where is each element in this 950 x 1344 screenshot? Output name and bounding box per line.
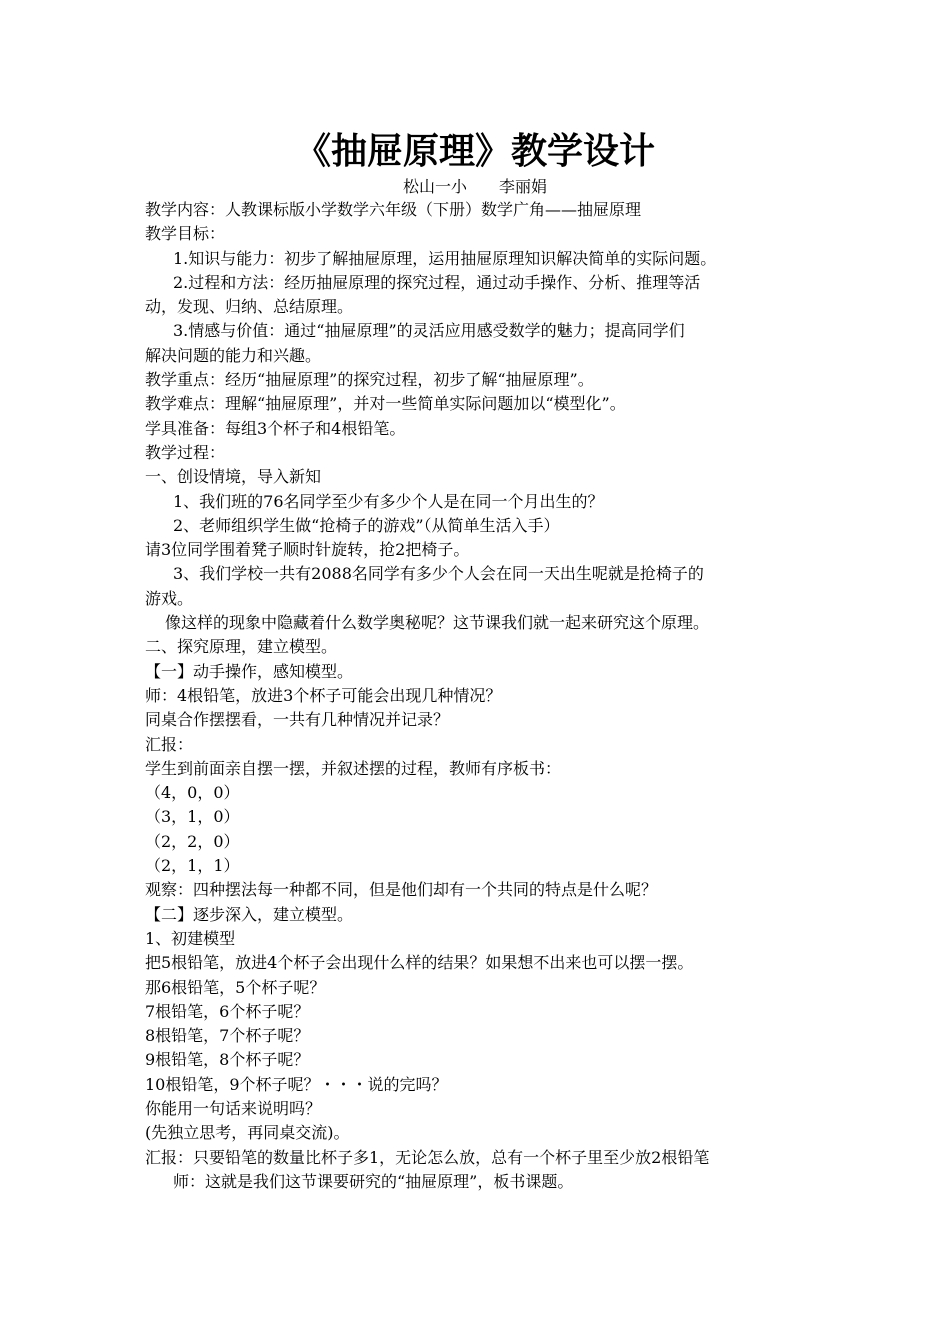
- report-label: 汇报：: [145, 734, 194, 754]
- goal-2: 2.过程和方法：经历抽屉原理的探究过程，通过动手操作、分析、推理等活: [173, 272, 701, 292]
- summary-question: 你能用一句话来说明吗？: [145, 1098, 322, 1118]
- intro-item-3-cont: 游戏。: [145, 588, 194, 608]
- teacher-question: 师：4根铅笔，放进3个杯子可能会出现几种情况？: [145, 685, 502, 705]
- author-line: 松山一小 李丽娟: [402, 177, 547, 196]
- pair-work: 同桌合作摆摆看，一共有几种情况并记录？: [145, 710, 450, 730]
- model-q-6: 10根铅笔，9个杯子呢？・・・说的完吗？: [145, 1074, 448, 1094]
- model-q-3: 7根铅笔，6个杯子呢？: [145, 1001, 310, 1021]
- case-1: （4，0，0）: [145, 783, 240, 803]
- section-2-heading: 二、探究原理，建立模型。: [145, 637, 338, 657]
- goal-3: 3.情感与价值：通过“抽屉原理”的灵活应用感受数学的魅力；提高同学们: [173, 321, 685, 341]
- step-1-heading: 【一】动手操作，感知模型。: [145, 661, 354, 681]
- document-body: [145, 198, 813, 1194]
- intro-item-1: 1、我们班的76名同学至少有多少个人是在同一个月出生的？: [173, 491, 604, 511]
- intro-item-3: 3、我们学校一共有2088名同学有多少个人会在同一天出生呢就是抢椅子的: [173, 564, 704, 584]
- goal-1: 1.知识与能力：初步了解抽屉原理，运用抽屉原理知识解决简单的实际问题。: [173, 248, 717, 268]
- step-2-heading: 【二】逐步深入，建立模型。: [145, 904, 354, 924]
- goal-2-cont: 动，发现、归纳、总结原理。: [145, 297, 354, 317]
- intro-item-2-cont: 请3位同学围着凳子顺时针旋转，抢2把椅子。: [145, 540, 470, 560]
- teacher-conclusion: 师：这就是我们这节课要研究的“抽屉原理”，板书课题。: [173, 1171, 574, 1191]
- document-title: 《抽屉原理》教学设计: [294, 131, 655, 172]
- discussion-note: (先独立思考，再同桌交流)。: [145, 1123, 350, 1143]
- case-4: （2，1，1）: [145, 856, 240, 876]
- key-point: 教学重点：经历“抽屉原理”的探究过程，初步了解“抽屉原理”。: [145, 370, 594, 390]
- intro-question: 像这样的现象中隐藏着什么数学奥秘呢？这节课我们就一起来研究这个原理。: [165, 613, 710, 633]
- goal-3-cont: 解决问题的能力和兴趣。: [145, 345, 322, 365]
- materials: 学具准备：每组3个杯子和4根铅笔。: [145, 418, 406, 438]
- teaching-content: 教学内容：人教课标版小学数学六年级（下册）数学广角——抽屉原理: [145, 200, 642, 219]
- model-q-5: 9根铅笔，8个杯子呢？: [145, 1050, 310, 1070]
- observation: 观察：四种摆法每一种都不同，但是他们却有一个共同的特点是什么呢？: [145, 880, 658, 900]
- case-3: （2，2，0）: [145, 831, 240, 851]
- case-2: （3，1，0）: [145, 807, 240, 827]
- section-1-heading: 一、创设情境，导入新知: [145, 467, 322, 487]
- model-q-2: 那6根铅笔，5个杯子呢？: [145, 977, 326, 997]
- initial-model-heading: 1、初建模型: [145, 928, 236, 948]
- teaching-goals-heading: 教学目标：: [145, 224, 226, 244]
- difficult-point: 教学难点：理解“抽屉原理”，并对一些简单实际问题加以“模型化”。: [145, 394, 626, 414]
- process-heading: 教学过程：: [145, 442, 226, 462]
- model-q-4: 8根铅笔，7个杯子呢？: [145, 1026, 310, 1046]
- intro-item-2: 2、老师组织学生做“抢椅子的游戏”（从简单生活入手）: [173, 515, 560, 535]
- model-q-1: 把5根铅笔，放进4个杯子会出现什么样的结果？如果想不出来也可以摆一摆。: [145, 953, 694, 973]
- student-demo: 学生到前面亲自摆一摆，并叙述摆的过程，教师有序板书：: [145, 758, 562, 778]
- report-conclusion: 汇报：只要铅笔的数量比杯子多1，无论怎么放，总有一个杯子里至少放2根铅笔: [145, 1147, 710, 1167]
